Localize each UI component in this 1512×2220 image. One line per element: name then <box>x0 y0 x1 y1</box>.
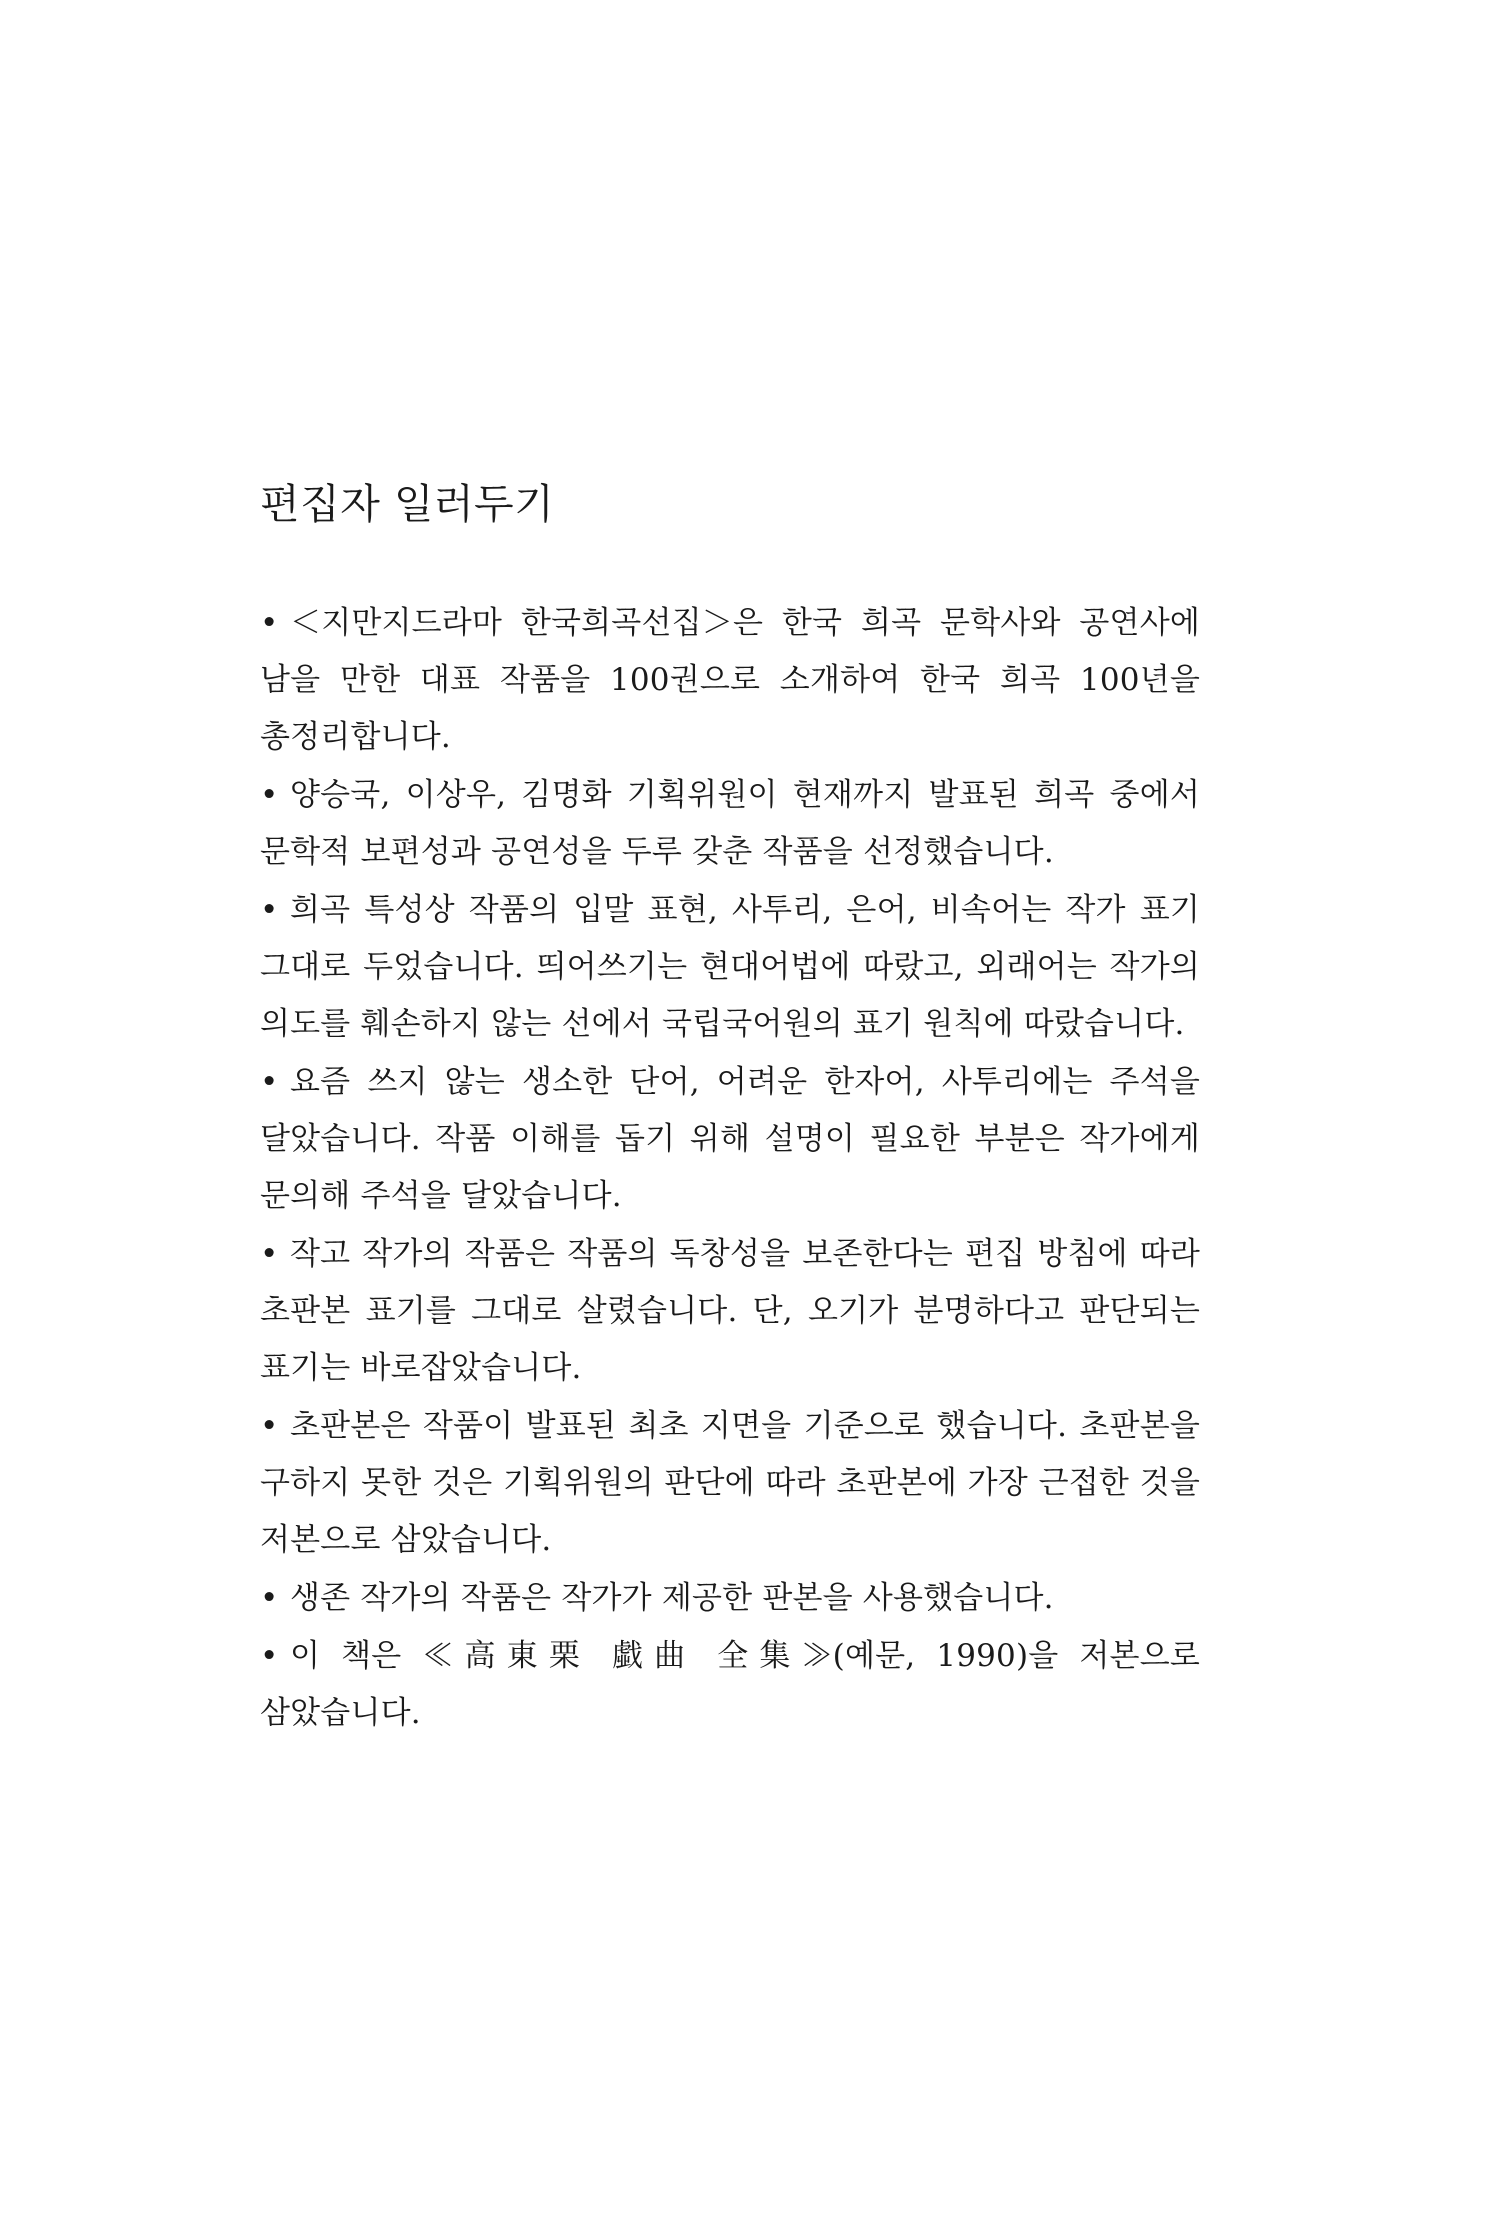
note-item-6 <box>260 1398 1200 1569</box>
editor-notes-list <box>260 595 1200 1743</box>
note-text: 이 책은 ≪高東栗 戱曲 全集≫(예문, 1990)을 저본으로 삼았습니다. <box>260 1638 1200 1731</box>
note-text: 희곡 특성상 작품의 입말 표현, 사투리, 은어, 비속어는 작가 표기 그대로 두었습니다. 띄어쓰기는 현대어법에 따랐고, 외래어는 작가의 의도를 훼손하지 않는 선에서 국립국어원의 표기 원칙에 따랐습니다. <box>260 892 1200 1042</box>
note-text: 요즘 쓰지 않는 생소한 단어, 어려운 한자어, 사투리에는 주석을 달았습니다. 작품 이해를 돕기 위해 설명이 필요한 부분은 작가에게 문의해 주석을 달았습니다. <box>260 1064 1200 1214</box>
bullet-icon: • <box>260 1408 279 1444</box>
note-item-3 <box>260 882 1200 1053</box>
note-text: 생존 작가의 작품은 작가가 제공한 판본을 사용했습니다. <box>290 1580 1054 1616</box>
note-text: 양승국, 이상우, 김명화 기획위원이 현재까지 발표된 희곡 중에서 문학적 보편성과 공연성을 두루 갖춘 작품을 선정했습니다. <box>260 777 1200 870</box>
note-item-5 <box>260 1226 1200 1397</box>
bullet-icon: • <box>260 777 279 813</box>
note-text: 초판본은 작품이 발표된 최초 지면을 기준으로 했습니다. 초판본을 구하지 못한 것은 기획위원의 판단에 따라 초판본에 가장 근접한 것을 저본으로 삼았습니다. <box>260 1408 1200 1558</box>
bullet-icon: • <box>260 1580 279 1616</box>
bullet-icon: • <box>260 1064 279 1100</box>
note-text: ＜지만지드라마 한국희곡선집＞은 한국 희곡 문학사와 공연사에 남을 만한 대표 작품을 100권으로 소개하여 한국 희곡 100년을 총정리합니다. <box>260 605 1200 755</box>
bullet-icon: • <box>260 892 279 928</box>
note-text: 작고 작가의 작품은 작품의 독창성을 보존한다는 편집 방침에 따라 초판본 표기를 그대로 살렸습니다. 단, 오기가 분명하다고 판단되는 표기는 바로잡았습니다. <box>260 1236 1200 1386</box>
note-item-2 <box>260 767 1200 881</box>
note-item-8 <box>260 1628 1200 1742</box>
note-item-7 <box>260 1570 1200 1627</box>
bullet-icon: • <box>260 605 279 641</box>
bullet-icon: • <box>260 1638 279 1674</box>
note-item-1 <box>260 595 1200 766</box>
page-title: 편집자 일러두기 <box>260 480 555 528</box>
note-item-4 <box>260 1054 1200 1225</box>
bullet-icon: • <box>260 1236 279 1272</box>
